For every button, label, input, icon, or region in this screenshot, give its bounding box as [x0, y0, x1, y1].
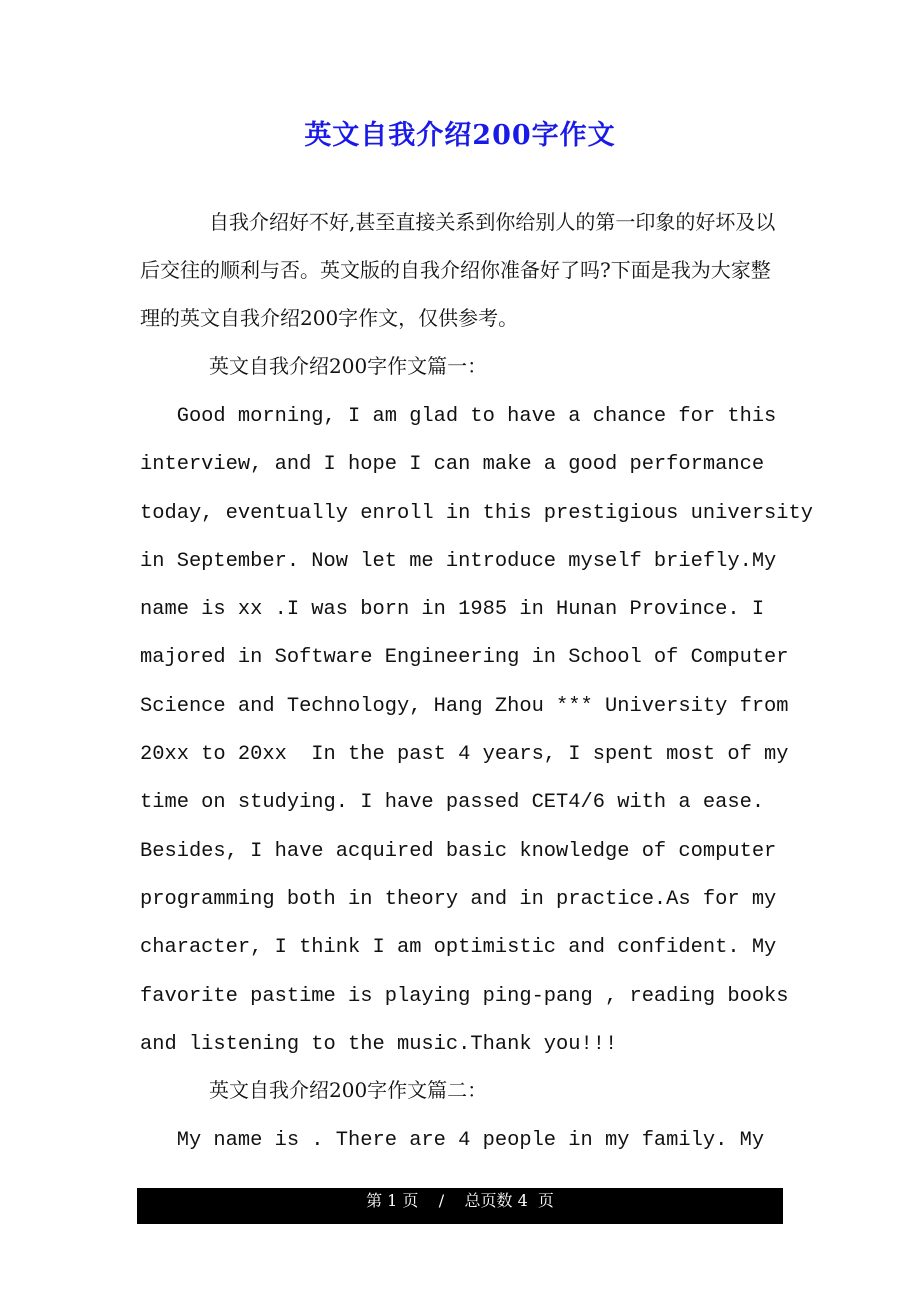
section1-body: Good morning, I am glad to have a chance for this interview, and I hope I can make a good performance today, eventually enroll in this prestigious university in September. Now let me introduce myself briefly.My name is xx .I was born in 1985 in Hunan Province. I majored in Software Engineering in School of Computer Science and Technology, Hang Zhou *** University from 20xx to 20xx In the past 4 years, I spent most of my time on studying. I have passed CET4/6 with a ease. Besides, I have acquired basic knowledge of computer programming both in theory and in practice.As for my character, I think I am optimistic and confident. My favorite pastime is playing ping-pang , reading books and listening to the music.Thank you!!!: [140, 405, 814, 1056]
page-footer: 第 1 页 / 总页数 4 页: [137, 1188, 783, 1224]
section2-body: My name is . There are 4 people in my family. My: [140, 1129, 765, 1152]
document-title: 英文自我介绍200字作文: [304, 120, 616, 151]
section1-heading: 英文自我介绍200字作文篇一：: [209, 354, 488, 378]
section2-heading: 英文自我介绍200字作文篇二：: [209, 1078, 488, 1102]
intro-paragraph: 自我介绍好不好,甚至直接关系到你给别人的第一印象的好坏及以后交往的顺利与否。英文版的自我介绍你准备好了吗?下面是我为大家整理的英文自我介绍200字作文，仅供参考。: [140, 210, 776, 330]
